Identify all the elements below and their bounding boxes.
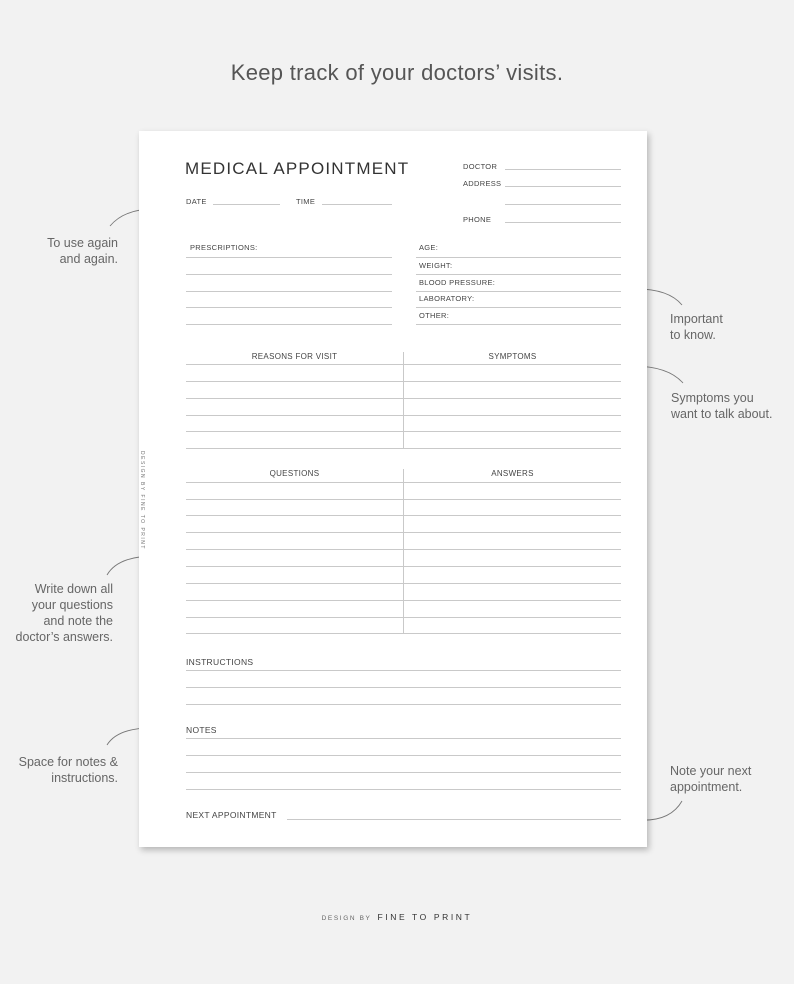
- doctor-field-line[interactable]: [505, 169, 621, 170]
- vitals-line[interactable]: [416, 291, 621, 292]
- address-label: ADDRESS: [463, 179, 502, 188]
- sheet-title: MEDICAL APPOINTMENT: [185, 159, 410, 178]
- annotation-questions: [5, 581, 113, 645]
- notes-heading: NOTES: [186, 725, 217, 735]
- doctor-label: DOCTOR: [463, 162, 498, 171]
- prescriptions-line[interactable]: [186, 291, 392, 292]
- annotation-line: To use again: [47, 236, 118, 250]
- annotation-line: and again.: [59, 252, 118, 266]
- weight-label: WEIGHT:: [419, 261, 453, 270]
- notes-line[interactable]: [186, 789, 621, 790]
- vitals-line[interactable]: [416, 324, 621, 325]
- next-appointment-line[interactable]: [287, 819, 621, 820]
- annotation-symptoms: [671, 390, 791, 422]
- instructions-line[interactable]: [186, 687, 621, 688]
- reasons-for-visit-heading: REASONS FOR VISIT: [251, 352, 338, 361]
- annotation-line: Space for notes &: [18, 755, 118, 769]
- annotation-line: Write down all: [34, 582, 113, 596]
- other-label: OTHER:: [419, 311, 450, 320]
- annotation-line: appointment.: [670, 780, 743, 794]
- reasons-row-line[interactable]: [186, 364, 621, 365]
- annotation-line: doctor’s answers.: [15, 630, 113, 644]
- time-field-line[interactable]: [322, 204, 392, 205]
- annotation-notes-space: [5, 754, 118, 786]
- annotation-line: to know.: [670, 328, 716, 342]
- vitals-line[interactable]: [416, 274, 621, 275]
- phone-field-line[interactable]: [505, 222, 621, 223]
- prescriptions-line[interactable]: [186, 274, 392, 275]
- questions-row-line[interactable]: [186, 515, 621, 516]
- annotation-line: Important: [670, 312, 723, 326]
- prescriptions-line[interactable]: [186, 307, 392, 308]
- notes-line[interactable]: [186, 755, 621, 756]
- reasons-row-line[interactable]: [186, 398, 621, 399]
- reasons-symptoms-divider: [403, 352, 404, 449]
- blood-pressure-label: BLOOD PRESSURE:: [419, 278, 496, 287]
- reasons-row-line[interactable]: [186, 431, 621, 432]
- footer-prefix: DESIGN BY: [321, 915, 372, 922]
- instructions-line[interactable]: [186, 670, 621, 671]
- instructions-heading: INSTRUCTIONS: [186, 657, 254, 667]
- annotation-next-appointment: [670, 763, 780, 795]
- vitals-line[interactable]: [416, 307, 621, 308]
- annotation-use-again: [20, 235, 118, 267]
- laboratory-label: LABORATORY:: [419, 294, 475, 303]
- date-label: DATE: [186, 197, 207, 206]
- questions-heading: QUESTIONS: [269, 469, 320, 478]
- reasons-row-line[interactable]: [186, 381, 621, 382]
- time-label: TIME: [296, 197, 316, 206]
- side-brand-mark: DESIGN BY FINE TO PRINT: [139, 451, 145, 550]
- headline: Keep track of your doctors’ visits.: [230, 60, 564, 85]
- annotation-line: instructions.: [51, 771, 118, 785]
- annotation-line: Note your next: [670, 764, 752, 778]
- next-appointment-label: NEXT APPOINTMENT: [186, 810, 277, 820]
- questions-row-line[interactable]: [186, 633, 621, 634]
- questions-row-line[interactable]: [186, 600, 621, 601]
- reasons-row-line[interactable]: [186, 415, 621, 416]
- footer-credit: [0, 912, 794, 922]
- notes-line[interactable]: [186, 772, 621, 773]
- questions-row-line[interactable]: [186, 583, 621, 584]
- age-label: AGE:: [419, 243, 439, 252]
- notes-line[interactable]: [186, 738, 621, 739]
- annotation-line: your questions: [31, 598, 113, 612]
- answers-heading: ANSWERS: [491, 469, 534, 478]
- prescriptions-line[interactable]: [186, 324, 392, 325]
- questions-answers-divider: [403, 469, 404, 634]
- annotation-line: want to talk about.: [671, 407, 773, 421]
- symptoms-heading: SYMPTOMS: [488, 352, 537, 361]
- questions-row-line[interactable]: [186, 482, 621, 483]
- address-field-line[interactable]: [505, 186, 621, 187]
- footer-brand: FINE TO PRINT: [377, 912, 473, 922]
- questions-row-line[interactable]: [186, 549, 621, 550]
- questions-row-line[interactable]: [186, 499, 621, 500]
- annotation-line: Symptoms you: [671, 391, 754, 405]
- instructions-line[interactable]: [186, 704, 621, 705]
- questions-row-line[interactable]: [186, 617, 621, 618]
- planner-sheet: [139, 131, 647, 847]
- prescriptions-label: PRESCRIPTIONS:: [190, 243, 258, 252]
- annotation-important: [670, 311, 780, 343]
- date-field-line[interactable]: [213, 204, 280, 205]
- annotation-line: and note the: [43, 614, 113, 628]
- phone-label: PHONE: [463, 215, 492, 224]
- reasons-row-line[interactable]: [186, 448, 621, 449]
- address-field-line-2[interactable]: [505, 204, 621, 205]
- vitals-line[interactable]: [416, 257, 621, 258]
- questions-row-line[interactable]: [186, 566, 621, 567]
- prescriptions-line[interactable]: [186, 257, 392, 258]
- questions-row-line[interactable]: [186, 532, 621, 533]
